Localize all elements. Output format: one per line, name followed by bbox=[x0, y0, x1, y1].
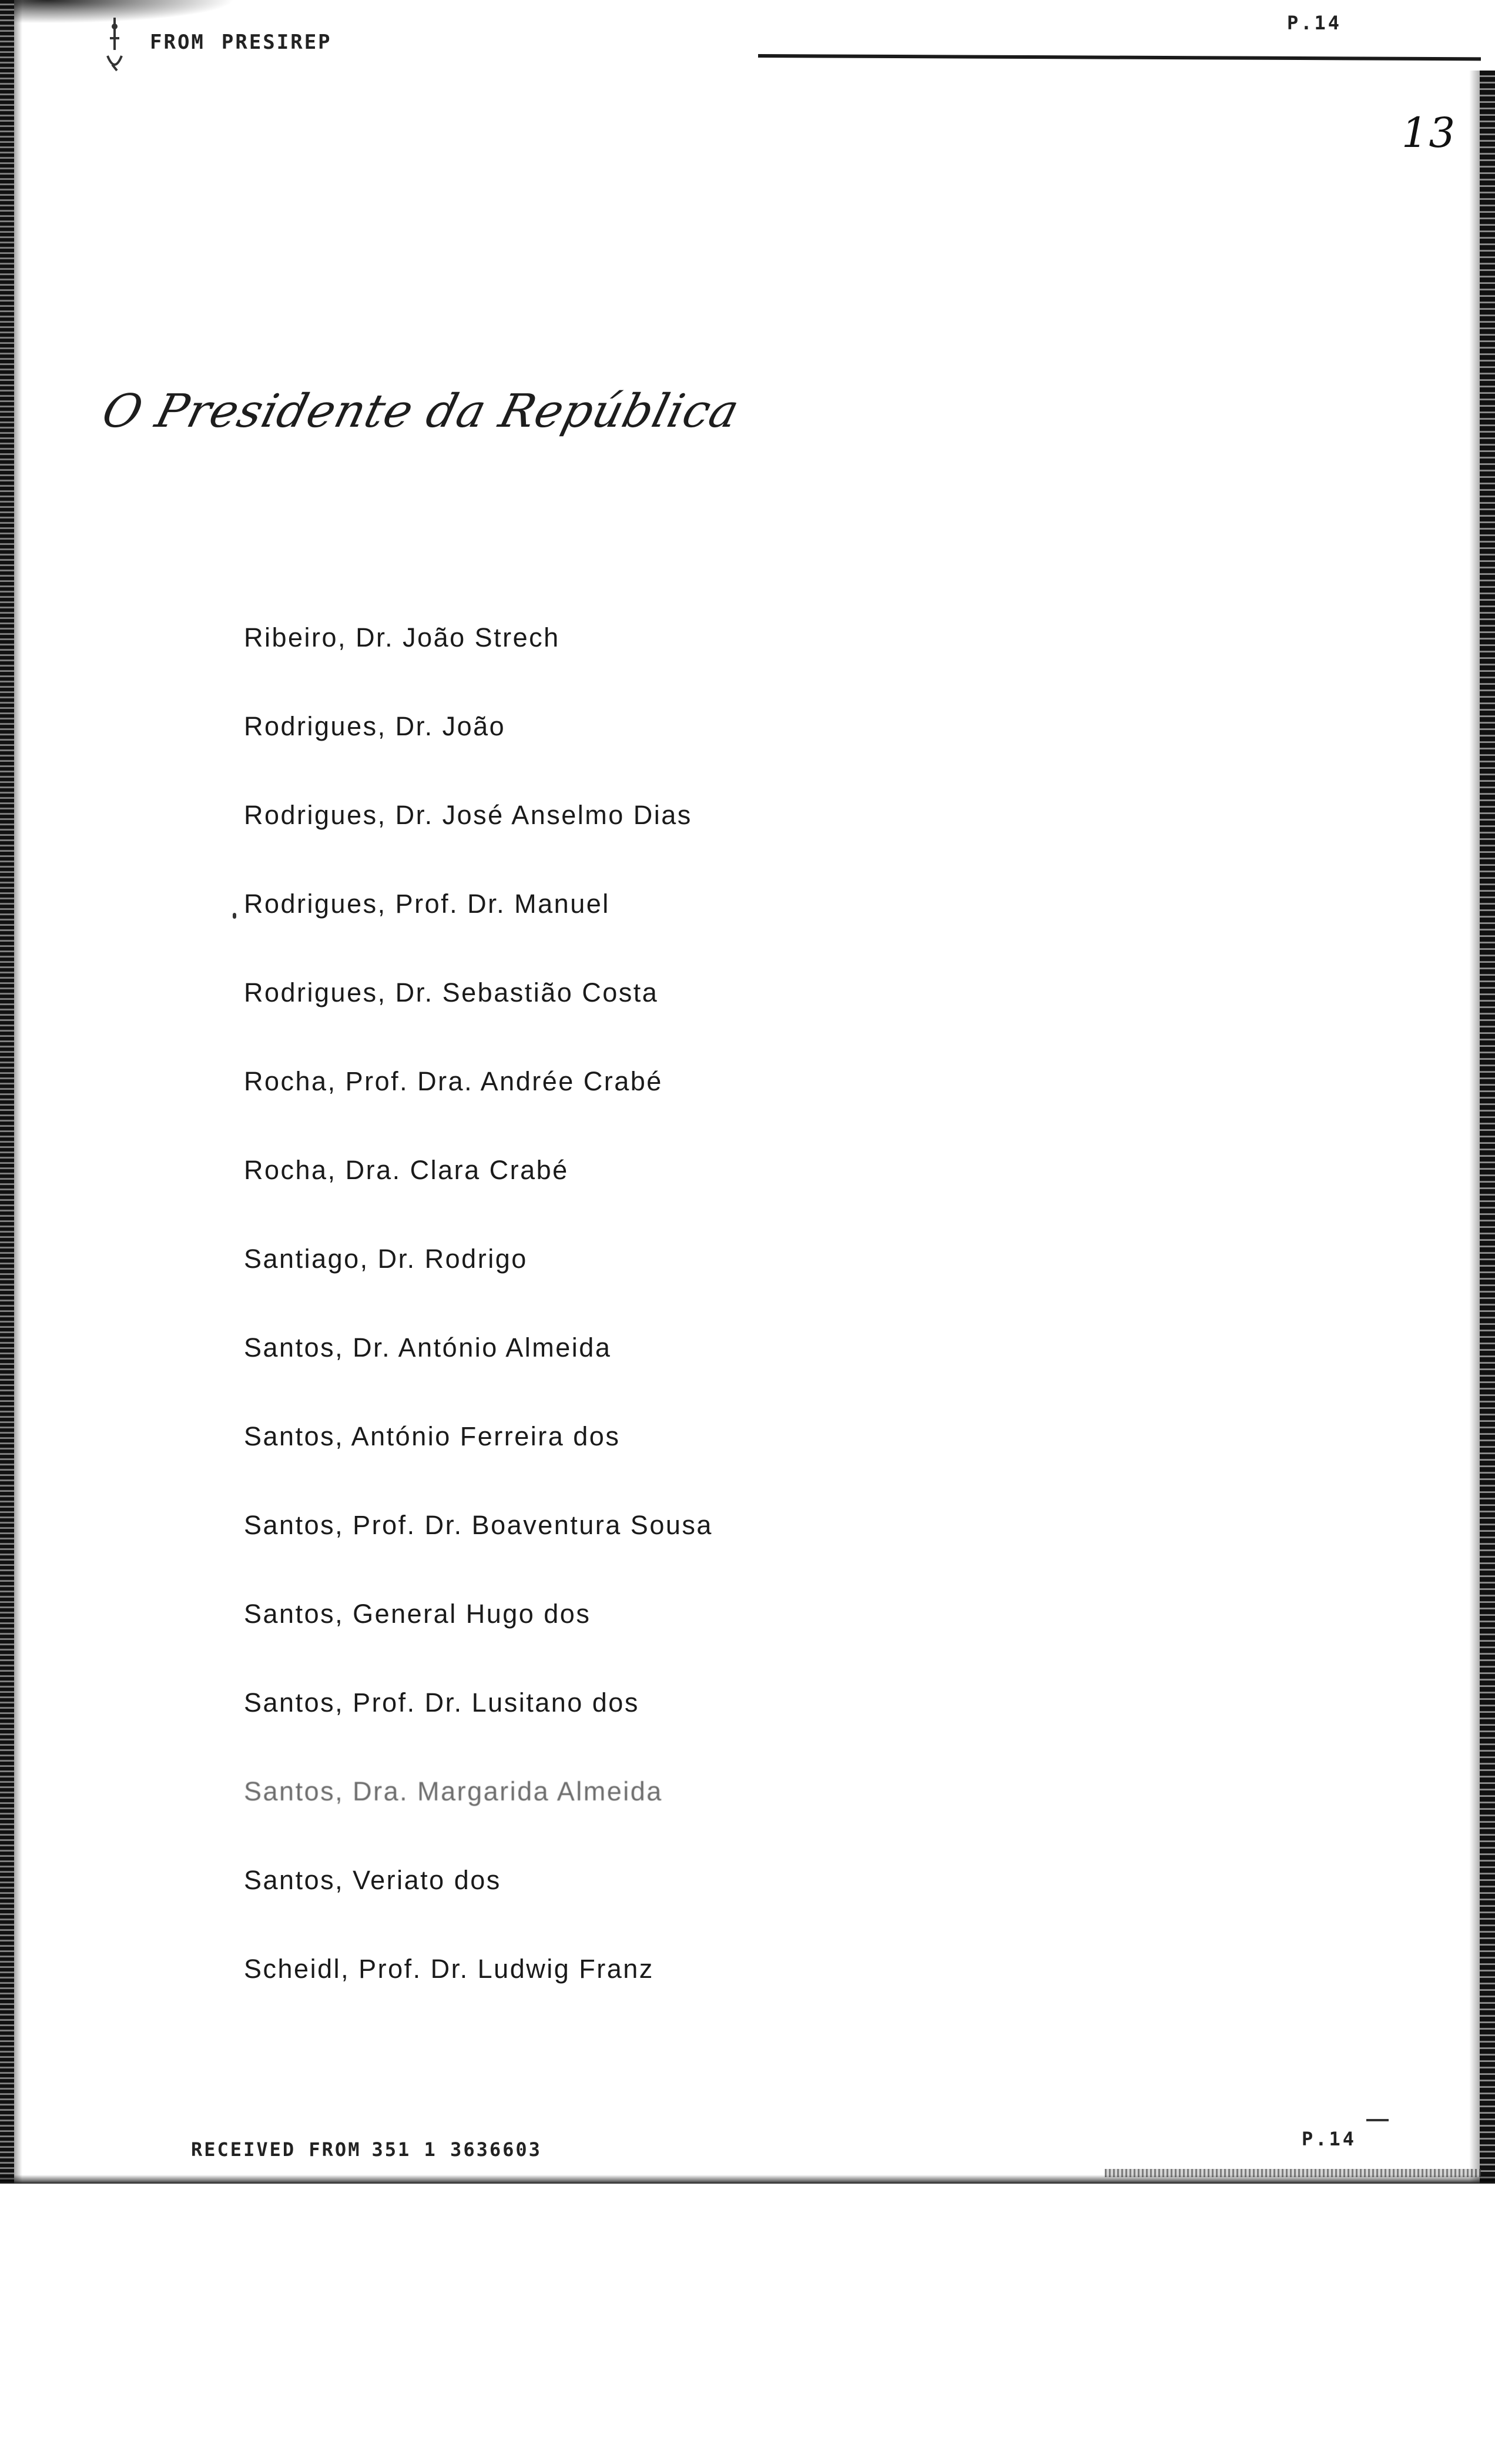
bottom-scan-edge bbox=[0, 2175, 1495, 2184]
letterhead-title: O Presidente da República bbox=[97, 385, 745, 438]
stray-mark bbox=[233, 913, 236, 919]
list-item: Rodrigues, Dr. João bbox=[244, 711, 506, 741]
fax-page-number-top: P.14 bbox=[1287, 12, 1342, 34]
list-item: Scheidl, Prof. Dr. Ludwig Franz bbox=[244, 1954, 654, 1984]
list-item: Rocha, Prof. Dra. Andrée Crabé bbox=[244, 1066, 663, 1096]
right-scan-shadow bbox=[1469, 71, 1480, 2184]
list-item: Santos, General Hugo dos bbox=[244, 1599, 591, 1629]
fax-stamp-icon bbox=[97, 15, 132, 79]
right-scan-edge bbox=[1480, 71, 1495, 2184]
list-item: Santos, Veriato dos bbox=[244, 1865, 501, 1895]
list-item: Santos, Dr. António Almeida bbox=[244, 1333, 612, 1362]
list-item: Ribeiro, Dr. João Strech bbox=[244, 622, 560, 652]
left-scan-shadow bbox=[14, 0, 22, 2184]
list-item: Santos, António Ferreira dos bbox=[244, 1421, 621, 1451]
fax-footer bbox=[191, 2138, 542, 2161]
left-scan-edge bbox=[0, 0, 14, 2184]
list-item: Santos, Dra. Margarida Almeida bbox=[244, 1776, 663, 1806]
fax-from-label: FROM bbox=[150, 31, 205, 54]
list-item: Santos, Prof. Dr. Boaventura Sousa bbox=[244, 1510, 713, 1540]
list-item: Santiago, Dr. Rodrigo bbox=[244, 1244, 528, 1274]
list-item: Rocha, Dra. Clara Crabé bbox=[244, 1155, 569, 1185]
header-rule bbox=[758, 54, 1481, 61]
name-list bbox=[244, 617, 713, 2037]
fax-received-label: RECEIVED FROM bbox=[191, 2138, 361, 2161]
fax-page-number-bottom: P.14 bbox=[1302, 2128, 1357, 2150]
list-item: Rodrigues, Dr. Sebastião Costa bbox=[244, 977, 659, 1007]
list-item: Rodrigues, Dr. José Anselmo Dias bbox=[244, 800, 692, 830]
handwritten-page-number: 13 bbox=[1402, 109, 1457, 157]
list-item: Rodrigues, Prof. Dr. Manuel bbox=[244, 889, 610, 919]
fax-sender: PRESIREP bbox=[221, 31, 332, 54]
fax-sender-number: 351 1 3636603 bbox=[371, 2138, 542, 2161]
list-item: Santos, Prof. Dr. Lusitano dos bbox=[244, 1688, 639, 1718]
footer-tick bbox=[1366, 2119, 1389, 2121]
fax-header bbox=[150, 31, 332, 54]
